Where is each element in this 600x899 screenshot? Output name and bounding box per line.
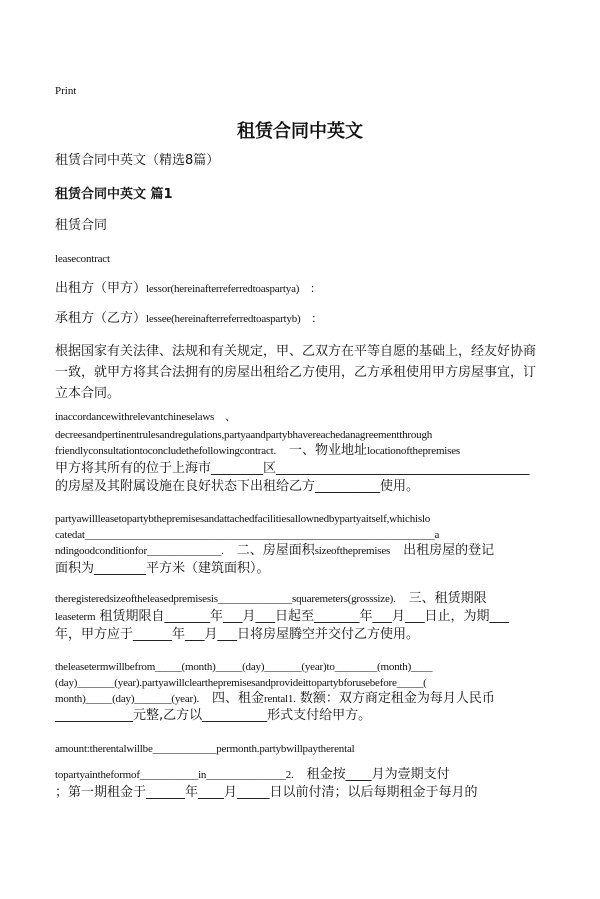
print-label: Print (55, 85, 77, 97)
en-line-6: partyawillleasetopartybthepremisesandattachedfacilitiesallownedbypartyaitself,whichislo (55, 513, 431, 525)
term-text-cn: 租赁期限自_______年___月___日起至_______年___月___日止，为期___ (95, 609, 509, 624)
location-heading-line (55, 442, 545, 460)
term-heading-line (55, 590, 545, 608)
rental-text-cn: 数额：双方商定租金为每月人民币 (295, 691, 495, 706)
contract-label-cn: 租赁合同 (55, 218, 108, 233)
en-line-17: amount:therentalwillbe____________permonth.partybwillpaytherental (55, 743, 355, 755)
lessor-en: lessor(hereinafterreferredtoaspartya) ： (146, 283, 321, 295)
en-line-1: inaccordancewithrelevantchineselaws 、 (55, 411, 236, 423)
size-line-cn: 面积为________平方米（建筑面积）。 (55, 561, 270, 576)
en-line-14: (day)_______(year).partyawillclearthepremisesandprovideittopartybforusebefore_____( (55, 677, 427, 689)
lessor-line (55, 280, 545, 298)
payment-text-cn: 租金按____月为壹期支付 (293, 767, 450, 782)
size-heading-en: sizeofthepremises (314, 545, 391, 557)
lessee-line (55, 310, 545, 328)
rental-heading-en: rental1. (264, 693, 296, 705)
en-line-15: month)_____(day)_______(year). (55, 693, 199, 705)
location-heading-cn: 一、物业地址 (276, 443, 368, 458)
contract-label-en: leasecontract (55, 253, 110, 265)
term-line (55, 608, 545, 626)
en-line-13: theleasetermwillbefrom_____(month)_____(day)_______(year)to________(month)____ (55, 661, 433, 673)
rental-line-cn: ____________元整,乙方以__________形式支付给甲方。 (55, 708, 372, 723)
en-line-7: catedat__________________________________________________________________a (55, 529, 440, 541)
rental-heading-line (55, 690, 545, 708)
location-line-cn: 甲方将其所有的位于上海市________区_______________________________________ (55, 461, 530, 476)
section-heading: 租赁合同中英文 篇1 (55, 187, 173, 202)
term-heading-cn: 三、租赁期限 (395, 591, 487, 606)
lessee-cn: 承租方（乙方） (55, 311, 147, 326)
term-line-cn-2: 年，甲方应于______年___月___日将房屋腾空并交付乙方使用。 (55, 627, 420, 642)
lessee-en: lessee(hereinafterreferredtoaspartyb) ： (146, 313, 323, 325)
location-heading-en: locationofthepremises (367, 445, 460, 457)
term-heading-en: leaseterm (55, 611, 96, 623)
size-heading-cn: 二、房屋面积 (223, 543, 315, 558)
en-line-3: friendlyconsultationtoconcludethefollowingcontract. (55, 445, 277, 457)
document-title: 租赁合同中英文 (237, 121, 363, 142)
rental-heading-cn: 四、租金 (199, 691, 265, 706)
payment-line-cn-2: ；第一期租金于______年____月_____日以前付清；以后每期租金于每月的 (55, 785, 478, 800)
en-line-10: theregisteredsizeoftheleasedpremisesis______________squaremeters(grosssize). (55, 593, 396, 605)
intro-paragraph-cn: 根据国家有关法律、法规和有关规定，甲、乙双方在平等自愿的基础上，经友好协商一致，就甲方将其合法拥有的房屋出租给乙方使用，乙方承租使用甲方房屋事宜，订立本合同。 (55, 344, 537, 401)
subtitle: 租赁合同中英文（精选8篇） (55, 153, 220, 168)
size-heading-line (55, 542, 545, 560)
payment-line (55, 766, 545, 784)
location-line-cn-2: 的房屋及其附属设施在良好状态下出租给乙方__________使用。 (55, 479, 420, 494)
en-line-8: ndingoodconditionfor______________. (55, 545, 224, 557)
en-line-2: decreesandpertinentrulesandregulations,partyaandpartybhavereachedanagreementthrough (55, 429, 433, 441)
en-line-18: topartyaintheformof___________in_______________2. (55, 769, 294, 781)
lessor-cn: 出租方（甲方） (55, 281, 147, 296)
size-text-cn: 出租房屋的登记 (390, 543, 495, 558)
